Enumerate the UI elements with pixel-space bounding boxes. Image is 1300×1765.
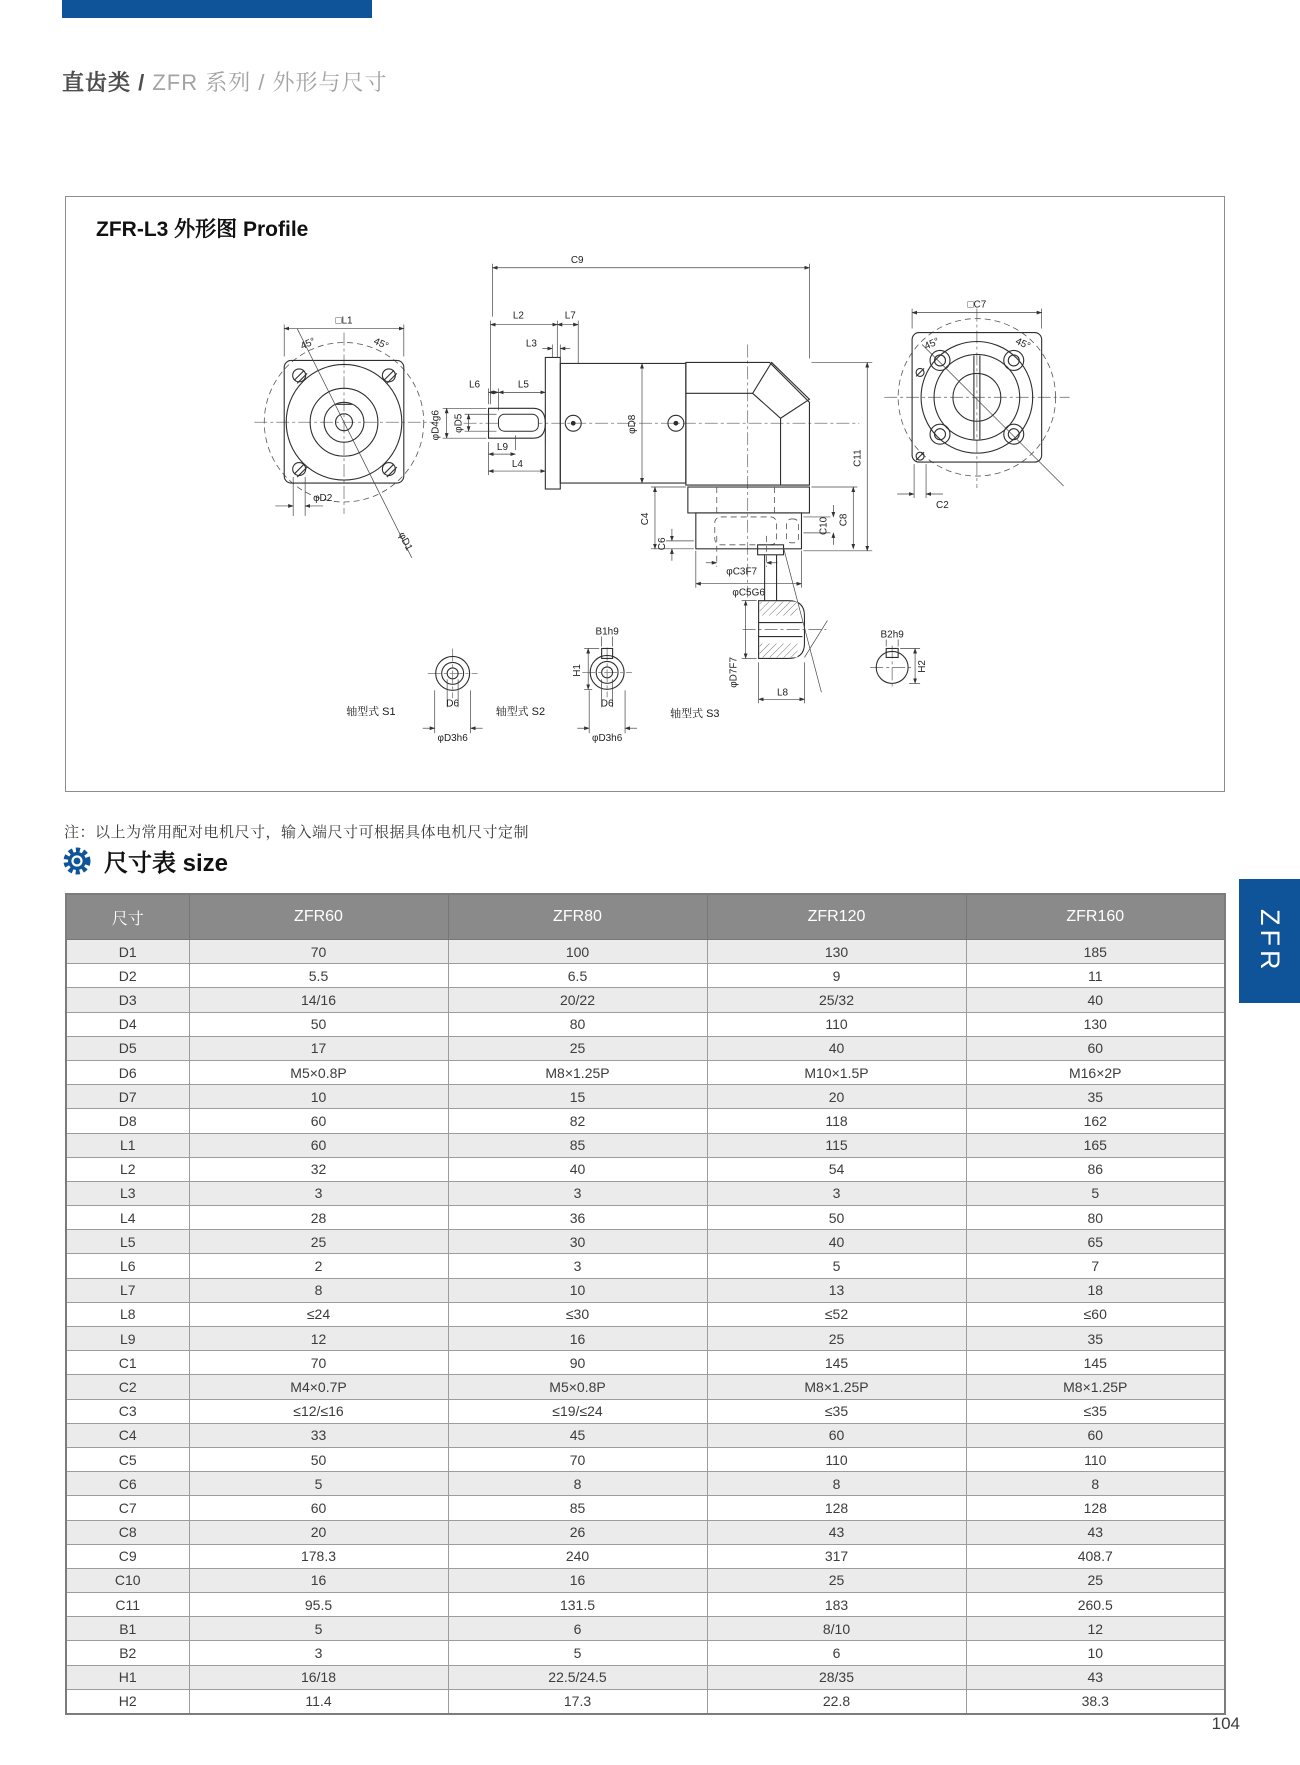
dim-label: L4 [511, 459, 523, 471]
table-row [66, 1085, 1225, 1109]
dim-label-cell: C2 [66, 1375, 189, 1399]
value-cell: 70 [189, 1351, 448, 1375]
value-cell: M16×2P [966, 1060, 1225, 1084]
dim-label-cell: H2 [66, 1689, 189, 1714]
dim-label: L7 [564, 310, 576, 322]
breadcrumb [62, 66, 388, 97]
dim-label: 45° [922, 336, 942, 353]
value-cell: ≤52 [707, 1302, 966, 1326]
value-cell: 60 [966, 1036, 1225, 1060]
dim-label: C9 [570, 254, 584, 266]
value-cell: 28 [189, 1206, 448, 1230]
dim-label-cell: D7 [66, 1085, 189, 1109]
section-title: 尺寸表 size [104, 850, 229, 877]
view-caption: 轴型式 S1 [346, 706, 396, 719]
value-cell: 5 [448, 1641, 707, 1665]
value-cell: 70 [448, 1447, 707, 1471]
header-accent-bar [62, 0, 372, 18]
dim-label: C4 [639, 512, 651, 526]
value-cell: 25 [966, 1568, 1225, 1592]
dim-label-cell: C3 [66, 1399, 189, 1423]
value-cell: 86 [966, 1157, 1225, 1181]
value-cell: M5×0.8P [189, 1060, 448, 1084]
table-row [66, 1036, 1225, 1060]
value-cell: 10 [448, 1278, 707, 1302]
value-cell: 25 [448, 1036, 707, 1060]
value-cell: 183 [707, 1593, 966, 1617]
breadcrumb-category: 直齿类 / [62, 70, 146, 95]
value-cell: 30 [448, 1230, 707, 1254]
dim-label-cell: L4 [66, 1206, 189, 1230]
value-cell: 80 [966, 1206, 1225, 1230]
table-row [66, 1181, 1225, 1205]
dimension-table [65, 893, 1226, 1715]
table-row [66, 1302, 1225, 1326]
dim-label-cell: L6 [66, 1254, 189, 1278]
value-cell: 8 [448, 1472, 707, 1496]
dim-label-cell: L2 [66, 1157, 189, 1181]
dim-label: φD8 [627, 414, 639, 434]
value-cell: 408.7 [966, 1544, 1225, 1568]
value-cell: 11 [966, 964, 1225, 988]
value-cell: 110 [966, 1447, 1225, 1471]
table-row [66, 1375, 1225, 1399]
value-cell: 80 [448, 1012, 707, 1036]
dim-label: 45° [1013, 336, 1032, 353]
value-cell: 20/22 [448, 988, 707, 1012]
value-cell: 6 [707, 1641, 966, 1665]
value-cell: 3 [448, 1254, 707, 1278]
value-cell: ≤12/≤16 [189, 1399, 448, 1423]
value-cell: 5 [707, 1254, 966, 1278]
dim-label: φD3h6 [437, 733, 468, 745]
value-cell: 100 [448, 940, 707, 964]
dim-label: H1 [572, 664, 584, 677]
dim-label: L3 [525, 338, 537, 350]
value-cell: 3 [448, 1181, 707, 1205]
dim-label-cell: D2 [66, 964, 189, 988]
output-flange-view [884, 300, 1069, 511]
column-header-zfr60: ZFR60 [189, 894, 448, 940]
value-cell: 95.5 [189, 1593, 448, 1617]
value-cell: ≤24 [189, 1302, 448, 1326]
gear-icon [62, 846, 92, 876]
value-cell: 317 [707, 1544, 966, 1568]
dim-label-cell: D8 [66, 1109, 189, 1133]
value-cell: 11.4 [189, 1689, 448, 1714]
value-cell: 40 [707, 1036, 966, 1060]
dim-label: C6 [656, 537, 668, 551]
value-cell: 16 [448, 1568, 707, 1592]
value-cell: 35 [966, 1327, 1225, 1351]
column-header-zfr160: ZFR160 [966, 894, 1225, 940]
table-row [66, 1617, 1225, 1641]
value-cell: M8×1.25P [707, 1375, 966, 1399]
technical-drawing [66, 197, 1224, 791]
table-row [66, 1568, 1225, 1592]
value-cell: 110 [707, 1012, 966, 1036]
breadcrumb-path: ZFR 系列 / 外形与尺寸 [145, 70, 388, 95]
value-cell: 90 [448, 1351, 707, 1375]
value-cell: 162 [966, 1109, 1225, 1133]
value-cell: 5 [966, 1181, 1225, 1205]
table-row [66, 1665, 1225, 1689]
shaft-type-s1-view [346, 648, 482, 744]
value-cell: 18 [966, 1278, 1225, 1302]
value-cell: 16 [189, 1568, 448, 1592]
dim-label-cell: B1 [66, 1617, 189, 1641]
front-flange-view [254, 316, 433, 558]
drawing-title: ZFR-L3 外形图 Profile [96, 218, 309, 241]
value-cell: 43 [966, 1520, 1225, 1544]
dim-label: L6 [469, 379, 481, 391]
value-cell: 9 [707, 964, 966, 988]
value-cell: 25 [707, 1327, 966, 1351]
table-row [66, 1689, 1225, 1714]
dim-label: D6 [600, 698, 614, 710]
table-row [66, 1399, 1225, 1423]
dim-label: □C7 [967, 299, 987, 311]
value-cell: 33 [189, 1423, 448, 1447]
value-cell: 3 [189, 1641, 448, 1665]
table-row [66, 1520, 1225, 1544]
value-cell: 8 [966, 1472, 1225, 1496]
table-row [66, 1278, 1225, 1302]
value-cell: 16 [448, 1327, 707, 1351]
dim-label-cell: C4 [66, 1423, 189, 1447]
dim-label-cell: C9 [66, 1544, 189, 1568]
value-cell: 25 [707, 1568, 966, 1592]
dim-label: H2 [917, 660, 929, 673]
value-cell: 60 [189, 1109, 448, 1133]
value-cell: 12 [189, 1327, 448, 1351]
table-row [66, 1593, 1225, 1617]
value-cell: 118 [707, 1109, 966, 1133]
value-cell: 3 [707, 1181, 966, 1205]
table-row [66, 1447, 1225, 1471]
footnote: 注：以上为常用配对电机尺寸，输入端尺寸可根据具体电机尺寸定制 [64, 824, 530, 841]
value-cell: 10 [189, 1085, 448, 1109]
dim-label-cell: D4 [66, 1012, 189, 1036]
value-cell: ≤60 [966, 1302, 1225, 1326]
value-cell: 54 [707, 1157, 966, 1181]
value-cell: 85 [448, 1496, 707, 1520]
value-cell: 60 [189, 1496, 448, 1520]
table-row [66, 1544, 1225, 1568]
table-row [66, 1157, 1225, 1181]
size-table-section-header [62, 843, 228, 878]
table-row [66, 1060, 1225, 1084]
value-cell: 5 [189, 1617, 448, 1641]
value-cell: 5 [189, 1472, 448, 1496]
value-cell: 50 [707, 1206, 966, 1230]
table-row [66, 1351, 1225, 1375]
series-index-tab [1239, 879, 1300, 1003]
dim-label-cell: L8 [66, 1302, 189, 1326]
value-cell: 8 [707, 1472, 966, 1496]
value-cell: 22.5/24.5 [448, 1665, 707, 1689]
column-header-dim: 尺寸 [66, 894, 189, 940]
dim-label-cell: L7 [66, 1278, 189, 1302]
series-index-tab-label: ZFR [1255, 908, 1285, 974]
shaft-type-s2-view [496, 627, 637, 745]
value-cell: 240 [448, 1544, 707, 1568]
value-cell: M8×1.25P [448, 1060, 707, 1084]
value-cell: 25 [189, 1230, 448, 1254]
dim-label: C2 [936, 499, 949, 511]
value-cell: 8/10 [707, 1617, 966, 1641]
value-cell: 40 [448, 1157, 707, 1181]
value-cell: 60 [966, 1423, 1225, 1447]
dim-label: 45° [298, 336, 318, 353]
value-cell: 85 [448, 1133, 707, 1157]
value-cell: M4×0.7P [189, 1375, 448, 1399]
dim-label-cell: D1 [66, 940, 189, 964]
table-row [66, 964, 1225, 988]
value-cell: 20 [707, 1085, 966, 1109]
column-header-zfr80: ZFR80 [448, 894, 707, 940]
value-cell: 35 [966, 1085, 1225, 1109]
dim-label-cell: L3 [66, 1181, 189, 1205]
table-row [66, 988, 1225, 1012]
value-cell: 60 [707, 1423, 966, 1447]
value-cell: 13 [707, 1278, 966, 1302]
dim-label: φC3F7 [726, 566, 758, 578]
value-cell: 130 [707, 940, 966, 964]
dim-label: L2 [512, 310, 524, 322]
dim-label-cell: C7 [66, 1496, 189, 1520]
table-row [66, 1109, 1225, 1133]
value-cell: 45 [448, 1423, 707, 1447]
dim-label: B1h9 [595, 626, 619, 638]
value-cell: 178.3 [189, 1544, 448, 1568]
value-cell: 38.3 [966, 1689, 1225, 1714]
value-cell: M5×0.8P [448, 1375, 707, 1399]
dim-label-cell: C1 [66, 1351, 189, 1375]
shaft-section-b2-view [870, 630, 928, 690]
dim-label-cell: C6 [66, 1472, 189, 1496]
value-cell: 6.5 [448, 964, 707, 988]
table-row [66, 1472, 1225, 1496]
value-cell: ≤19/≤24 [448, 1399, 707, 1423]
value-cell: 260.5 [966, 1593, 1225, 1617]
value-cell: 2 [189, 1254, 448, 1278]
dimension-table-header [66, 894, 1225, 940]
value-cell: 14/16 [189, 988, 448, 1012]
dim-label-cell: L5 [66, 1230, 189, 1254]
dim-label: B2h9 [880, 629, 904, 641]
dim-label: 45° [371, 336, 391, 353]
value-cell: 15 [448, 1085, 707, 1109]
table-row [66, 1133, 1225, 1157]
dim-label: C10 [818, 516, 830, 536]
table-row [66, 1327, 1225, 1351]
value-cell: 145 [707, 1351, 966, 1375]
value-cell: 28/35 [707, 1665, 966, 1689]
page-number: 104 [1211, 1714, 1240, 1733]
value-cell: 82 [448, 1109, 707, 1133]
dim-label-cell: C8 [66, 1520, 189, 1544]
value-cell: 32 [189, 1157, 448, 1181]
value-cell: 43 [966, 1665, 1225, 1689]
value-cell: ≤35 [707, 1399, 966, 1423]
value-cell: 6 [448, 1617, 707, 1641]
table-row [66, 1641, 1225, 1665]
profile-drawing-panel [65, 196, 1225, 792]
dim-label: φC5G6 [732, 587, 765, 599]
dim-label-cell: C11 [66, 1593, 189, 1617]
dim-label: L8 [776, 687, 789, 699]
value-cell: 131.5 [448, 1593, 707, 1617]
dim-label: φD3h6 [592, 733, 623, 745]
value-cell: 17.3 [448, 1689, 707, 1714]
value-cell: 145 [966, 1351, 1225, 1375]
dim-label: φD7F7 [728, 657, 740, 688]
dim-label-cell: H1 [66, 1665, 189, 1689]
table-row [66, 940, 1225, 964]
dim-label-cell: L9 [66, 1327, 189, 1351]
dim-label-cell: C5 [66, 1447, 189, 1471]
dim-label-cell: D3 [66, 988, 189, 1012]
value-cell: 70 [189, 940, 448, 964]
dim-label-cell: C10 [66, 1568, 189, 1592]
value-cell: 17 [189, 1036, 448, 1060]
dim-label: φD5 [453, 413, 465, 433]
table-row [66, 1496, 1225, 1520]
value-cell: 12 [966, 1617, 1225, 1641]
value-cell: 128 [966, 1496, 1225, 1520]
value-cell: 40 [966, 988, 1225, 1012]
value-cell: 110 [707, 1447, 966, 1471]
value-cell: 65 [966, 1230, 1225, 1254]
dim-label: □L1 [335, 315, 353, 327]
dim-label: φD1 [395, 530, 415, 553]
value-cell: 40 [707, 1230, 966, 1254]
dim-label: C11 [852, 449, 864, 467]
view-caption: 轴型式 S2 [495, 706, 546, 719]
dim-label: C8 [838, 513, 850, 527]
table-row [66, 1423, 1225, 1447]
value-cell: 130 [966, 1012, 1225, 1036]
table-row [66, 1012, 1225, 1036]
dim-label-cell: D6 [66, 1060, 189, 1084]
value-cell: ≤35 [966, 1399, 1225, 1423]
dim-label-cell: L1 [66, 1133, 189, 1157]
value-cell: M8×1.25P [966, 1375, 1225, 1399]
value-cell: 128 [707, 1496, 966, 1520]
dim-label: L5 [517, 379, 529, 391]
value-cell: ≤30 [448, 1302, 707, 1326]
table-row [66, 1230, 1225, 1254]
column-header-zfr120: ZFR120 [707, 894, 966, 940]
table-row [66, 1254, 1225, 1278]
value-cell: 22.8 [707, 1689, 966, 1714]
dim-label: φD2 [313, 492, 333, 504]
value-cell: 36 [448, 1206, 707, 1230]
value-cell: 185 [966, 940, 1225, 964]
dim-label: φD4g6 [430, 410, 442, 441]
value-cell: 26 [448, 1520, 707, 1544]
value-cell: 165 [966, 1133, 1225, 1157]
value-cell: 16/18 [189, 1665, 448, 1689]
value-cell: 20 [189, 1520, 448, 1544]
value-cell: 50 [189, 1447, 448, 1471]
value-cell: 7 [966, 1254, 1225, 1278]
value-cell: 5.5 [189, 964, 448, 988]
value-cell: 50 [189, 1012, 448, 1036]
value-cell: M10×1.5P [707, 1060, 966, 1084]
dim-label-cell: D5 [66, 1036, 189, 1060]
value-cell: 60 [189, 1133, 448, 1157]
dim-label: D6 [446, 698, 460, 710]
side-section-view [431, 255, 873, 599]
value-cell: 10 [966, 1641, 1225, 1665]
value-cell: 8 [189, 1278, 448, 1302]
value-cell: 43 [707, 1520, 966, 1544]
dimension-table-body [66, 940, 1225, 1715]
table-row [66, 1206, 1225, 1230]
value-cell: 115 [707, 1133, 966, 1157]
dim-label: L9 [496, 442, 509, 454]
value-cell: 3 [189, 1181, 448, 1205]
dim-label-cell: B2 [66, 1641, 189, 1665]
value-cell: 25/32 [707, 988, 966, 1012]
view-caption: 轴型式 S3 [670, 708, 720, 721]
